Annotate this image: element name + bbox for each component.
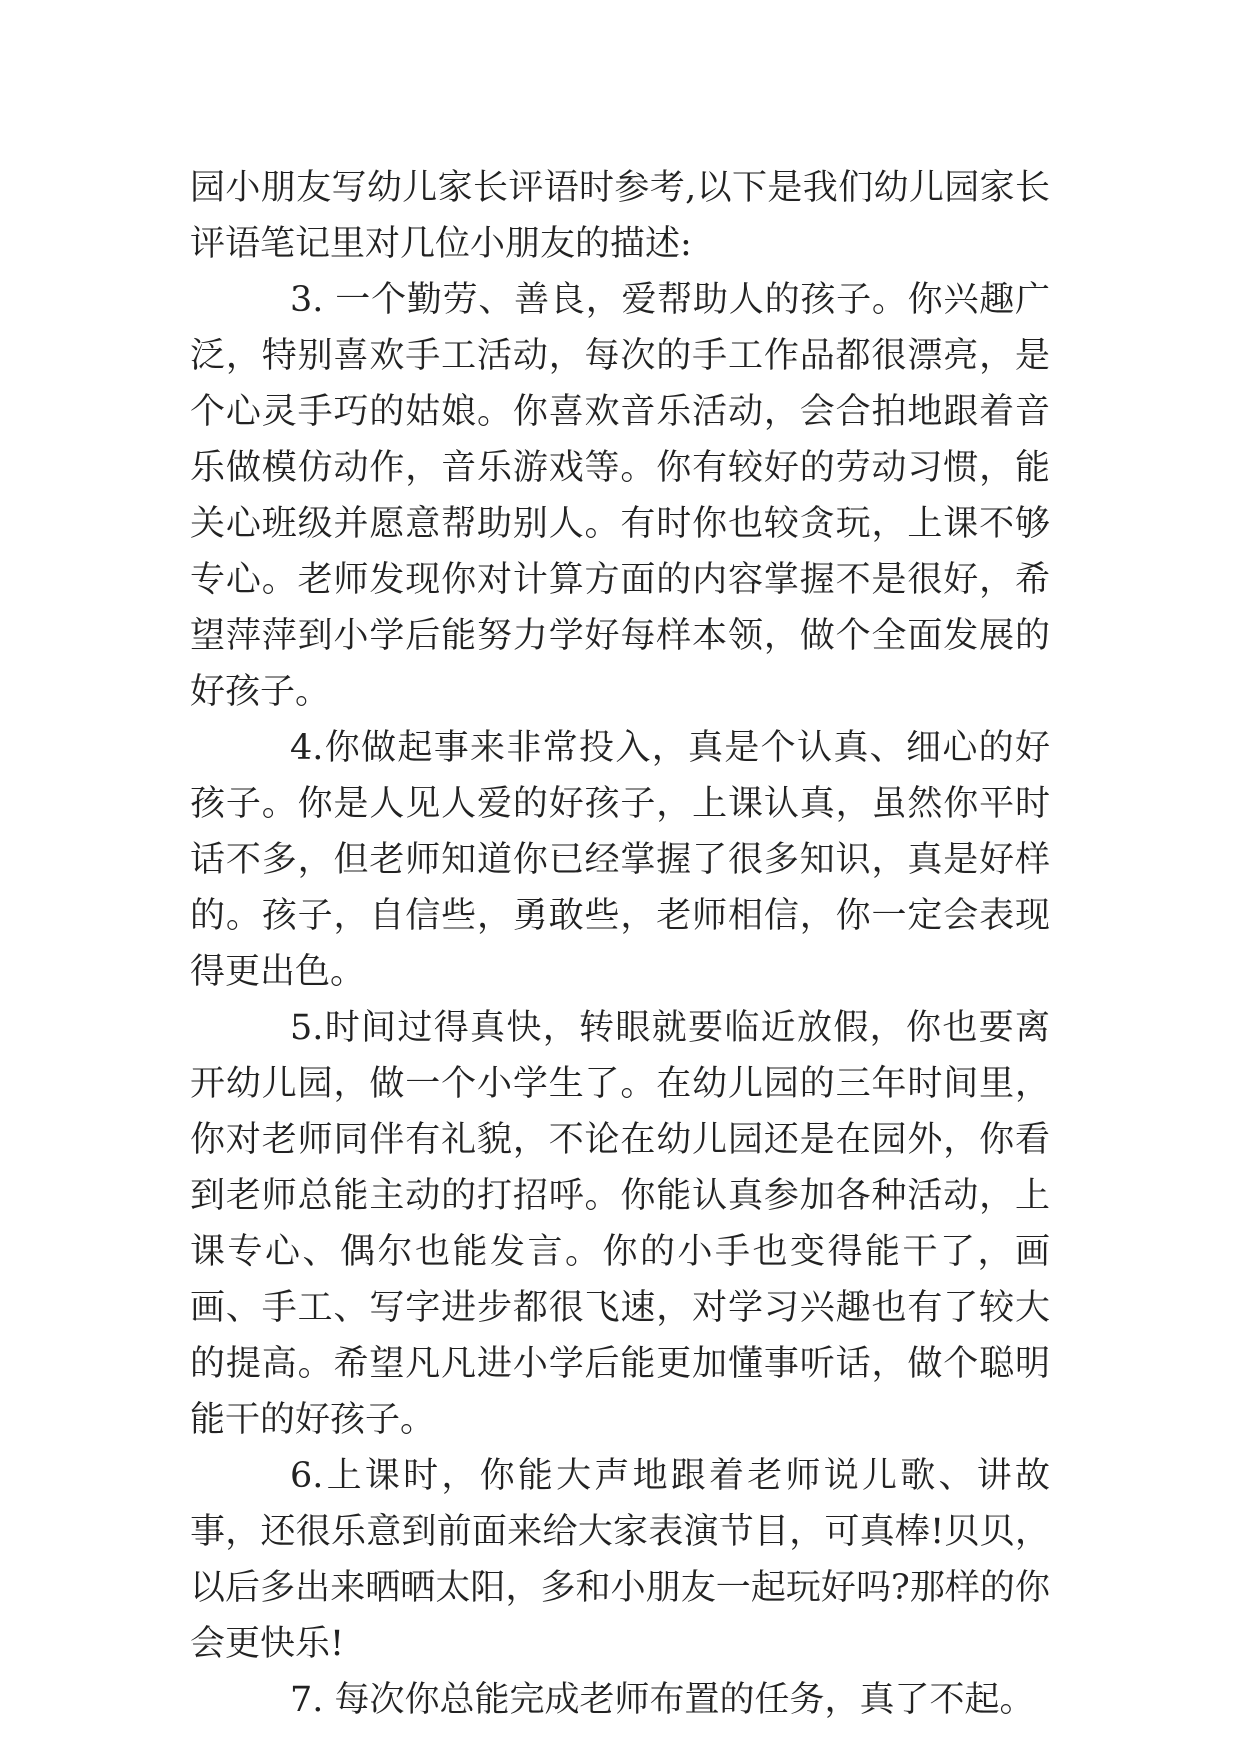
- paragraph-item-7: 7. 每次你总能完成老师布置的任务，真了不起。: [290, 1680, 1035, 1720]
- document-page: [190, 160, 1050, 1728]
- paragraph-item-6: 6.上课时，你能大声地跟着老师说儿歌、讲故事，还很乐意到前面来给大家表演节目，可真棒!贝贝，以后多出来晒晒太阳，多和小朋友一起玩好吗?那样的你会更快乐!: [190, 1456, 1050, 1664]
- paragraph-item-5: 5.时间过得真快，转眼就要临近放假，你也要离开幼儿园，做一个小学生了。在幼儿园的三年时间里，你对老师同伴有礼貌，不论在幼儿园还是在园外，你看到老师总能主动的打招呼。你能认真参加各种活动，上课专心、偶尔也能发言。你的小手也变得能干了，画画、手工、写字进步都很飞速，对学习兴趣也有了较大的提高。希望凡凡进小学后能更加懂事听话，做个聪明能干的好孩子。: [190, 1008, 1050, 1440]
- paragraph-item-3: 3. 一个勤劳、善良，爱帮助人的孩子。你兴趣广泛，特别喜欢手工活动，每次的手工作品都很漂亮，是个心灵手巧的姑娘。你喜欢音乐活动，会合拍地跟着音乐做模仿动作，音乐游戏等。你有较好的劳动习惯，能关心班级并愿意帮助别人。有时你也较贪玩，上课不够专心。老师发现你对计算方面的内容掌握不是很好，希望萍萍到小学后能努力学好每样本领，做个全面发展的好孩子。: [190, 280, 1050, 712]
- paragraph-intro: 园小朋友写幼儿家长评语时参考,以下是我们幼儿园家长评语笔记里对几位小朋友的描述:: [190, 168, 1050, 264]
- paragraph-item-4: 4.你做起事来非常投入，真是个认真、细心的好孩子。你是人见人爱的好孩子，上课认真，虽然你平时话不多，但老师知道你已经掌握了很多知识，真是好样的。孩子，自信些，勇敢些，老师相信，你一定会表现得更出色。: [190, 728, 1050, 992]
